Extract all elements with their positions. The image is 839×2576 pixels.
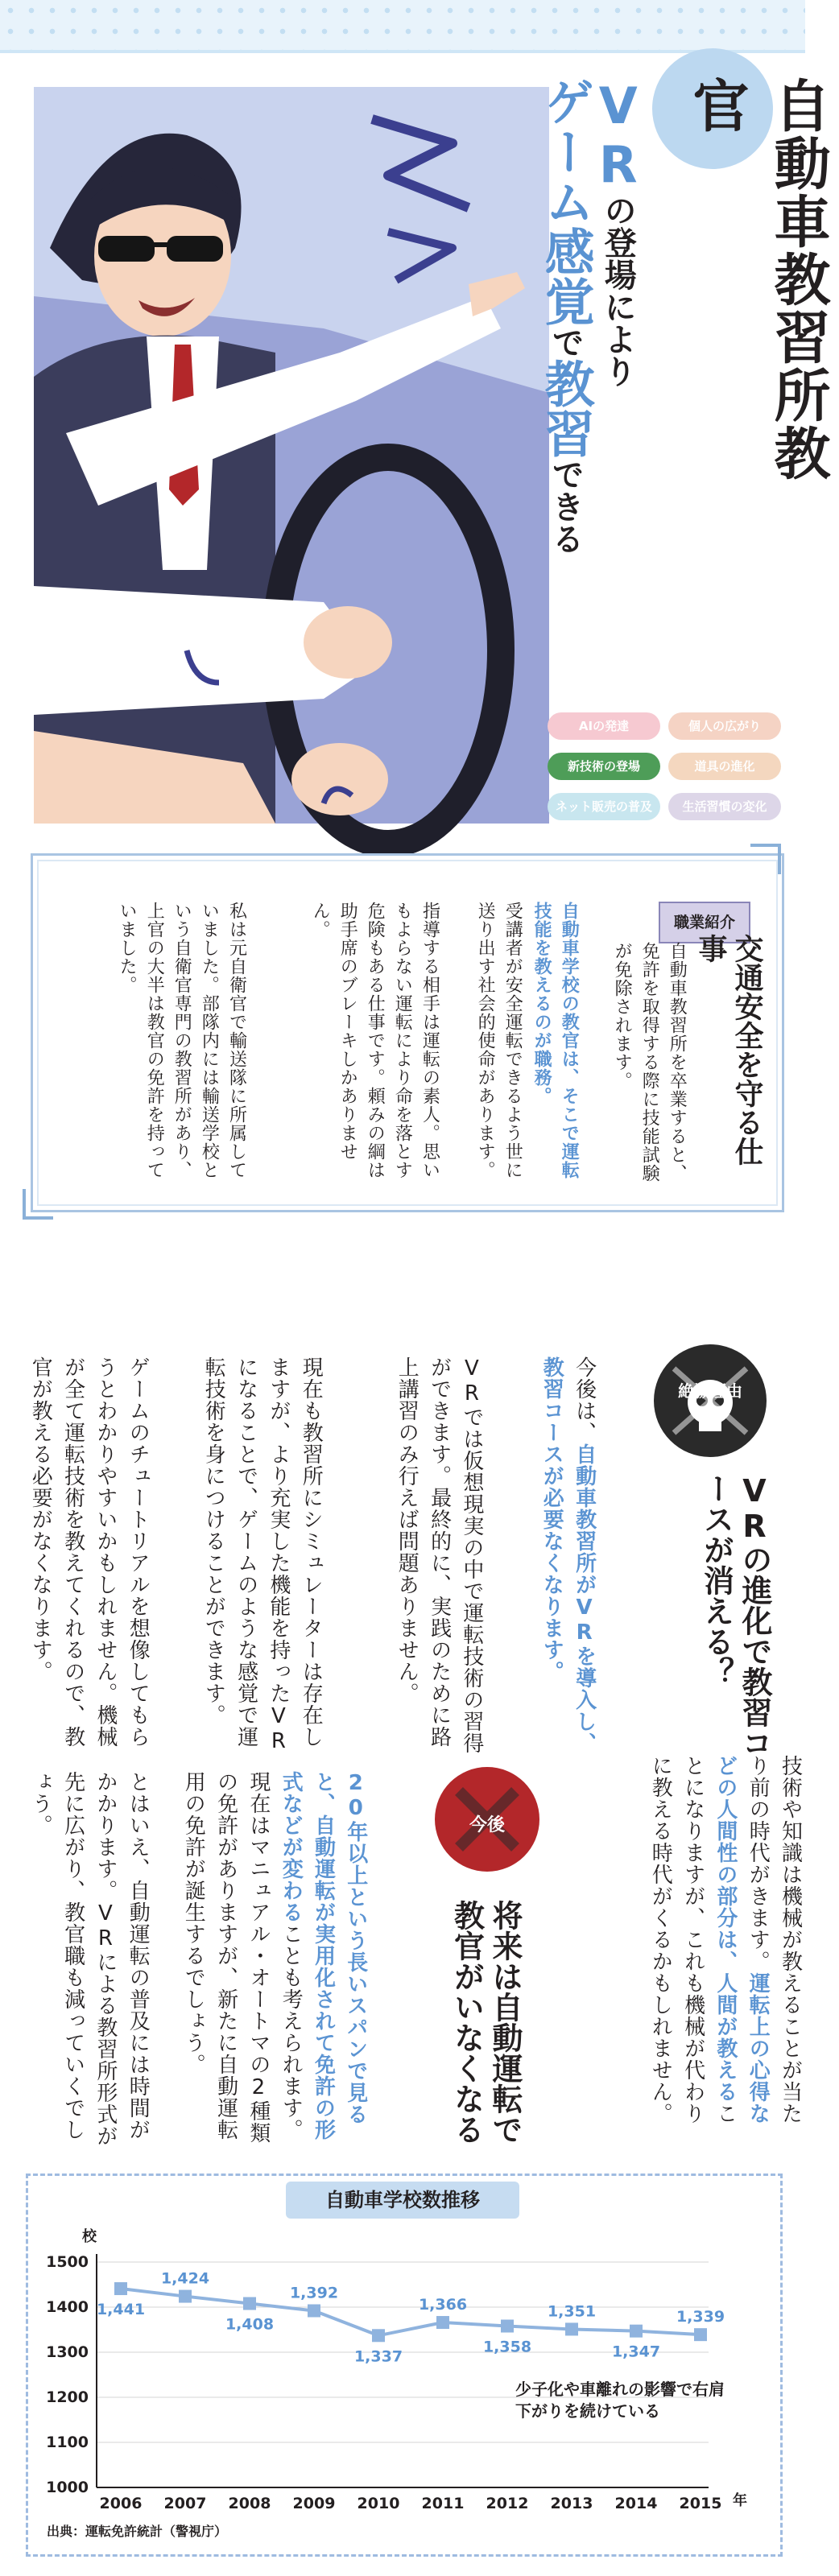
corner-decoration-top-right [749,844,771,866]
data-label: 1,366 [418,2296,468,2314]
chart-note: 少子化や車離れの影響で右肩下がりを続けている [515,2380,725,2421]
data-label: 1,424 [160,2269,210,2288]
section1-intro-text: 今後は、 [572,1356,597,1443]
x-tick-label: 2008 [228,2495,271,2512]
corner-decoration-bottom-left [23,1187,45,1210]
data-point [243,2297,256,2310]
subtitle-de: で [547,326,585,358]
section2-body-1 [644,1755,806,2141]
y-tick-label: 1000 [46,2479,89,2496]
x-axis-unit: 年 [733,2492,747,2509]
section2-body-3 [177,1771,372,2157]
line-chart [32,2222,773,2512]
data-point [436,2316,449,2329]
tag-ai: AIの発達 [548,712,660,740]
profile-highlight: 自動車学校の教官は、そこで運転技能を教えるのが職務。 [531,902,580,1179]
y-tick-label: 1100 [46,2434,89,2451]
subtitle-kyoshu: 教習 [536,358,596,458]
subtitle-line-1 [589,76,648,576]
section2-body-4: とはいえ、自動運転の普及には時間がかかります。VRによる教習所形式が先に広がり、教官職も減っていくでしょう。 [28,1771,151,2147]
x-tick-label: 2015 [679,2495,722,2512]
section2-body-2: ことになりますが、これも機械が代わりに教える時代がくるかもしれません。 [648,1755,738,2124]
subtitle-game: ゲーム感覚 [536,76,596,326]
section1-body-2: 現在も教習所にシミュレーターは存在しますが、より充実した機能を持ったVRになることで、ゲームのような感覚で運転技術を身につけることができます。 [201,1356,324,1754]
tag-lifestyle: 生活習慣の変化 [668,793,781,820]
x-tick-label: 2013 [550,2495,593,2512]
page-subtitle [536,76,648,576]
y-tick-label: 1500 [46,2253,89,2271]
data-label: 1,347 [611,2343,661,2361]
subtitle-vr: VR [589,76,648,194]
data-point [179,2290,192,2303]
header-divider [0,50,805,53]
chart-source: 出典：運転免許統計（警視庁） [47,2524,228,2539]
data-point [501,2320,514,2333]
data-label: 1,339 [676,2308,725,2326]
header-pattern-band [0,0,805,50]
x-tick-label: 2011 [421,2495,465,2512]
tag-new-tech: 新技術の登場 [548,753,660,780]
x-tick-label: 2014 [614,2495,658,2512]
section2-title: 将来は自動運転で教官がいなくなる [448,1900,523,2145]
profile-paragraph-3: 指導する相手は運転の素人。思いもよらない運転により命を落とす危険もある仕事です。頼みの綱は助手席のブレーキしかありません。 [310,902,440,1179]
profile-paragraph-2: 受講者が安全運転できるよう世に送り出す社会的使命があります。 [475,902,523,1179]
subtitle-dekiru: できる [547,458,585,555]
data-point [694,2328,707,2341]
chart-title: 自動車学校数推移 [286,2182,519,2219]
section2-badge: 今後 [469,1815,505,1835]
profile-title: 交通安全を守る仕事 [694,934,763,1166]
section1-intro [535,1356,601,1759]
data-point [630,2325,643,2338]
x-tick-label: 2009 [292,2495,336,2512]
tag-online-sales: ネット販売の普及 [548,793,660,820]
page-title: 自動車教習所教官 [684,76,831,482]
tag-tools: 道具の進化 [668,753,781,780]
section2-highlight-2: 20年以上という長いスパンで見ると、自動運転が実用化されて免許の形式などが変わる [279,1771,368,2140]
subtitle-line-2 [536,76,596,576]
section2-body-3-text: ことも考えられます。現在はマニュアル・オートマの2種類の免許がありますが、新たに自動運転用の免許が誕生するでしょう。 [181,1771,304,2144]
data-point [372,2329,385,2342]
x-tick-label: 2012 [486,2495,529,2512]
x-tick-label: 2006 [99,2495,143,2512]
profile-paragraph-1: 自動車教習所を卒業すると、免許を取得する際に技能試験が免除されます。 [612,942,688,1183]
section1-badge: 絶滅理由 [678,1381,742,1401]
data-point [308,2304,320,2317]
series-line [121,2289,701,2335]
data-label: 1,441 [96,2301,146,2319]
profile-paragraph-4: 私は元自衛官で輸送隊に所属していました。部隊内には輸送学校という自衛官専門の教習所があり、上官の大半は教官の免許を持っていました。 [117,902,247,1179]
data-label: 1,337 [353,2347,403,2366]
data-label: 1,392 [289,2284,339,2302]
section1-highlight: 自動車教習所がVRを導入し、教習コースが必要なくなります。 [539,1356,597,1754]
section1-title: VRの進化で教習コースが消える？ [698,1473,772,1758]
y-tick-label: 1300 [46,2343,89,2361]
data-label: 1,351 [547,2302,597,2321]
data-label: 1,358 [482,2338,532,2356]
data-point [565,2322,578,2335]
data-point [114,2282,127,2295]
instructor-illustration [34,87,549,824]
section1-body-1: VRでは仮想現実の中で運転技術の習得ができます。最終的に、実践のために路上講習のみ行えば問題ありません。 [395,1356,484,1754]
section1-body-3: ゲームのチュートリアルを想像してもらうとわかりやすいかもしれません。機械が全て運転技術を教えてくれるので、教官が教える必要がなくなります。 [28,1356,151,1748]
y-axis-unit: 校 [82,2228,97,2245]
subtitle-line-1-rest: の登場により [599,194,637,387]
y-tick-label: 1400 [46,2298,89,2316]
section2-highlight-1: 運転上の心得などの人間性の部分は、人間が教える [713,1755,771,2124]
section2-body-1-text: 技術や知識は機械が教えることが当たり前の時代がきます。 [746,1755,803,2124]
profile-badge: 職業紹介 [659,902,750,943]
x-tick-label: 2007 [163,2495,207,2512]
tag-individual: 個人の広がり [668,712,781,740]
data-label: 1,408 [225,2315,275,2334]
x-tick-label: 2010 [357,2495,400,2512]
y-tick-label: 1200 [46,2388,89,2406]
